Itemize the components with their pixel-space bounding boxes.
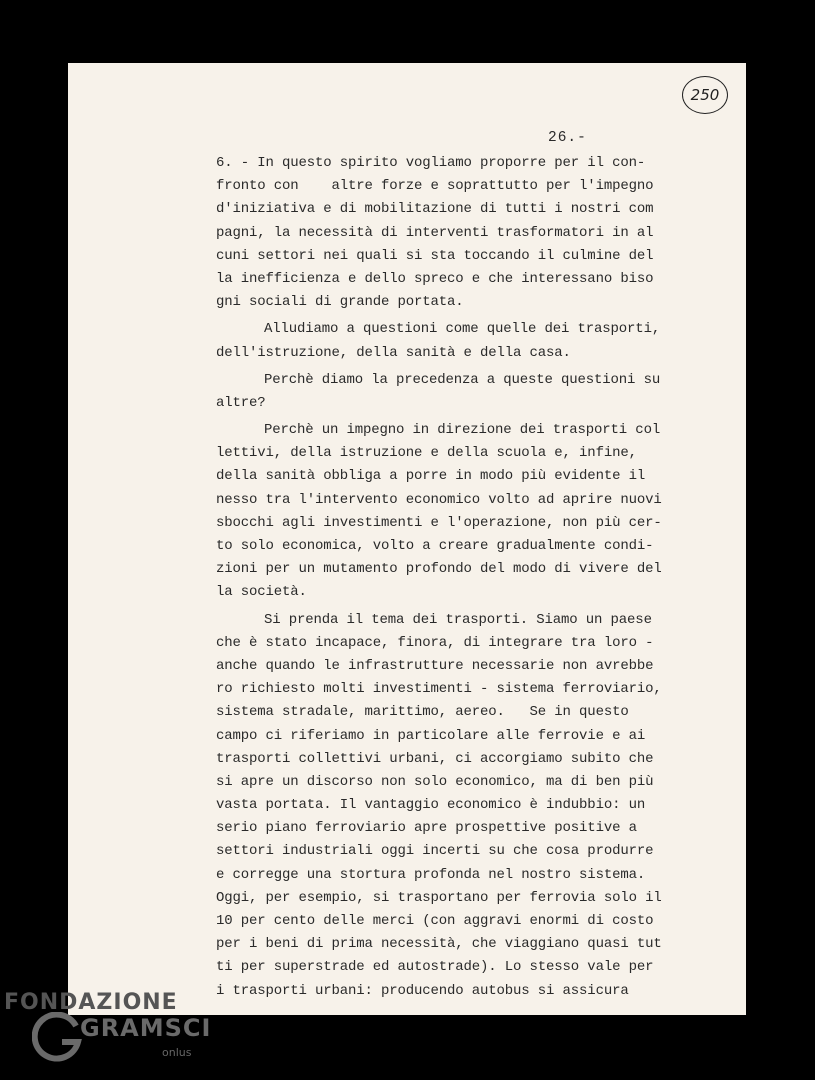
text-line: gni sociali di grande portata. (216, 294, 464, 311)
text-line: serio piano ferroviario apre prospettive positive a (216, 820, 637, 837)
text-line: che è stato incapace, finora, di integrare tra loro - (216, 634, 654, 651)
text-line: Alludiamo a questioni come quelle dei trasporti, (264, 321, 661, 338)
text-line: 6. - In questo spirito vogliamo proporre per il con- (216, 155, 646, 171)
logo-gramsci-text: GRAMSCI (80, 1014, 212, 1042)
text-line: Perchè un impegno in direzione dei trasporti col (264, 422, 661, 439)
text-line: fronto con altre forze e soprattutto per l'impegno (216, 178, 654, 195)
text-line: cuni settori nei quali si sta toccando il culmine del (216, 247, 654, 264)
text-line: vasta portata. Il vantaggio economico è indubbio: un (216, 797, 646, 814)
text-line: la società. (216, 584, 307, 601)
text-line: altre? (216, 394, 266, 411)
text-line: nesso tra l'intervento economico volto ad aprire nuovi (216, 491, 662, 508)
text-line: 10 per cento delle merci (con aggravi enormi di costo (216, 913, 654, 929)
typed-text-body (216, 152, 666, 1003)
text-line: zioni per un mutamento profondo del modo di vivere del (216, 561, 662, 578)
text-line: ro richiesto molti investimenti - sistema ferroviario, (216, 681, 662, 698)
text-line: della sanità obbliga a porre in modo più evidente il (216, 468, 646, 485)
typed-page (68, 63, 746, 1015)
text-line: la inefficienza e dello spreco e che interessano biso (216, 270, 654, 287)
text-line: Si prenda il tema dei trasporti. Siamo un paese (264, 611, 652, 628)
text-line: i trasporti urbani: producendo autobus si assicura (216, 982, 629, 999)
text-line: Perchè diamo la precedenza a queste questioni su (264, 371, 661, 388)
text-line: e corregge una stortura profonda nel nostro sistema. (216, 866, 646, 883)
text-line: to solo economica, volto a creare gradualmente condi- (216, 538, 654, 554)
text-line: per i beni di prima necessità, che viaggiano quasi tut (216, 936, 662, 953)
logo-g-mark-icon (32, 1012, 84, 1064)
text-line: sbocchi agli investimenti e l'operazione, non più cer- (216, 514, 662, 531)
fondazione-gramsci-logo (0, 990, 230, 1080)
text-line: settori industriali oggi incerti su che cosa produrre (216, 843, 654, 860)
text-line: trasporti collettivi urbani, ci accorgiamo subito che (216, 750, 654, 767)
text-line: si apre un discorso non solo economico, ma di ben più (216, 773, 654, 790)
text-line: lettivi, della istruzione e della scuola e, infine, (216, 445, 637, 462)
archive-number-stamp: 250 (682, 76, 728, 114)
text-line: sistema stradale, marittimo, aereo. Se in questo (216, 704, 629, 721)
text-line: Oggi, per esempio, si trasportano per ferrovia solo il (216, 889, 662, 906)
logo-onlus-text: onlus (162, 1046, 192, 1059)
text-line: anche quando le infrastrutture necessarie non avrebbe (216, 657, 654, 674)
text-line: dell'istruzione, della sanità e della casa. (216, 344, 571, 361)
text-line: d'iniziativa e di mobilitazione di tutti i nostri com (216, 201, 654, 218)
text-line: campo ci riferiamo in particolare alle ferrovie e ai (216, 727, 646, 744)
text-line: ti per superstrade ed autostrade). Lo stesso vale per (216, 959, 654, 976)
page-number: 26.- (548, 130, 587, 146)
text-line: pagni, la necessità di interventi trasformatori in al (216, 224, 654, 241)
logo-fondazione-text: FONDAZIONE (4, 990, 178, 1015)
